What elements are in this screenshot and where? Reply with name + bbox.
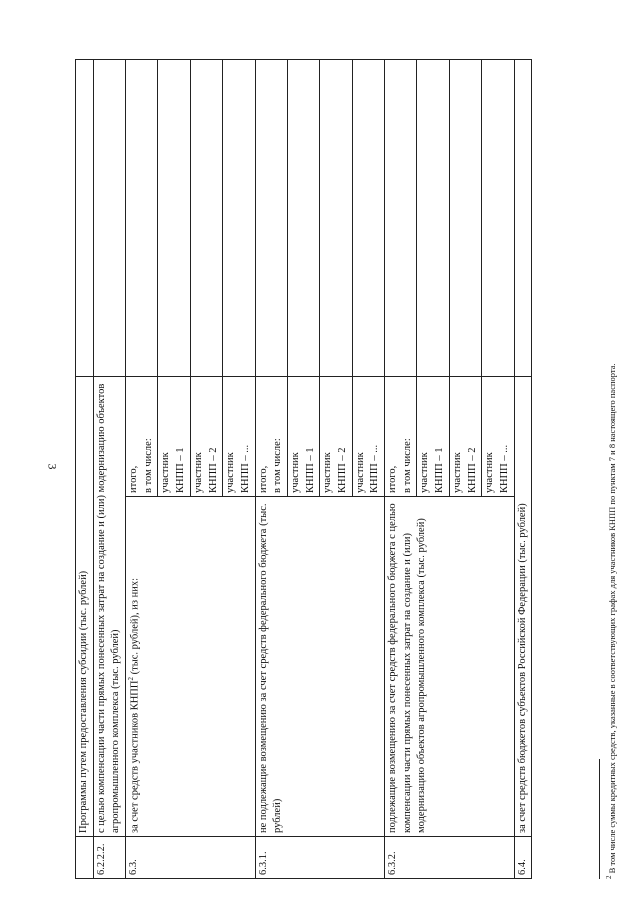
participant-label-cell: участник КНПП – 2 — [449, 377, 481, 497]
footnote-marker: 2 — [605, 875, 613, 879]
table-row — [126, 60, 158, 879]
row-name-cell — [385, 497, 515, 837]
value-cell — [255, 60, 287, 377]
value-cell — [417, 60, 449, 377]
participant-label-cell: итого, в том числе: — [126, 377, 158, 497]
footnote-reference: 2 — [127, 677, 136, 681]
value-cell — [93, 60, 125, 377]
value-cell — [126, 60, 158, 377]
table-row — [255, 60, 287, 879]
participant-label-cell: участник КНПП – 2 — [190, 377, 222, 497]
row-name-cell — [76, 377, 94, 837]
row-number-cell: 6.3.1. — [255, 837, 385, 879]
value-cell — [514, 60, 532, 377]
row-name-text: за счет средств бюджетов субъектов Российской Федерации (тыс. рублей) — [516, 503, 528, 833]
participant-label-cell: участник КНПП – 1 — [417, 377, 449, 497]
row-name-text: не подлежащие возмещению за счет средств федерального бюджета (тыс. рублей) — [257, 503, 284, 833]
value-cell — [352, 60, 384, 377]
footnote-text: В том числе суммы кредитных средств, указанные в соответствующих графах для участников КНПП по пунктам 7 и 8 настоящего паспорта. — [606, 363, 617, 876]
passport-table — [75, 59, 532, 879]
participant-label-cell: участник КНПП – 1 — [287, 377, 319, 497]
row-name-tail: (тыс. рублей), из них: — [129, 577, 141, 678]
participant-label-cell: участник КНПП – 2 — [320, 377, 352, 497]
table-row — [93, 60, 125, 879]
row-name-text: с целью компенсации части прямых понесенных затрат на создание и (или) модернизацию объектов агропромышленного комплекса (тыс. рублей) — [95, 383, 122, 833]
participant-label-cell: участник КНПП – ... — [352, 377, 384, 497]
value-cell — [385, 60, 417, 377]
footnote-rule — [599, 759, 600, 879]
row-name-cell — [93, 377, 125, 837]
document-content — [75, 59, 617, 879]
row-number-cell: 6.3. — [126, 837, 256, 879]
row-name-text: за счет средств участников КНПП — [129, 680, 141, 833]
value-cell — [320, 60, 352, 377]
table-row — [514, 60, 532, 879]
table-row — [385, 60, 417, 879]
participant-label-cell: участник КНПП – ... — [482, 377, 514, 497]
participant-label-cell: итого, в том числе: — [255, 377, 287, 497]
value-cell — [223, 60, 255, 377]
row-number-cell — [76, 837, 94, 879]
participant-label-cell: участник КНПП – 1 — [158, 377, 190, 497]
value-cell — [449, 60, 481, 377]
row-name-text: подлежащие возмещению за счет средств федерального бюджета с целью компенсации части прямых понесенных затрат на создание и (или) модернизацию объектов агропромышленного комплекса (тыс. рублей) — [387, 503, 428, 833]
footnote — [605, 59, 617, 879]
participant-label-cell: участник КНПП – ... — [223, 377, 255, 497]
row-name-cell — [255, 497, 385, 837]
value-cell — [158, 60, 190, 377]
row-number-cell: 6.2.2.2. — [93, 837, 125, 879]
participant-label-cell: итого, в том числе: — [385, 377, 417, 497]
value-cell — [287, 60, 319, 377]
table-row — [76, 60, 94, 879]
row-number-cell: 6.3.2. — [385, 837, 515, 879]
page-number: 3 — [45, 463, 60, 470]
row-name-text: Программы путем предоставления субсидии (тыс. рублей) — [78, 570, 89, 833]
value-cell — [190, 60, 222, 377]
value-cell — [482, 60, 514, 377]
row-name-cell — [126, 497, 256, 837]
row-number-cell: 6.4. — [514, 837, 532, 879]
row-name-cell — [514, 377, 532, 837]
value-cell — [76, 60, 94, 377]
